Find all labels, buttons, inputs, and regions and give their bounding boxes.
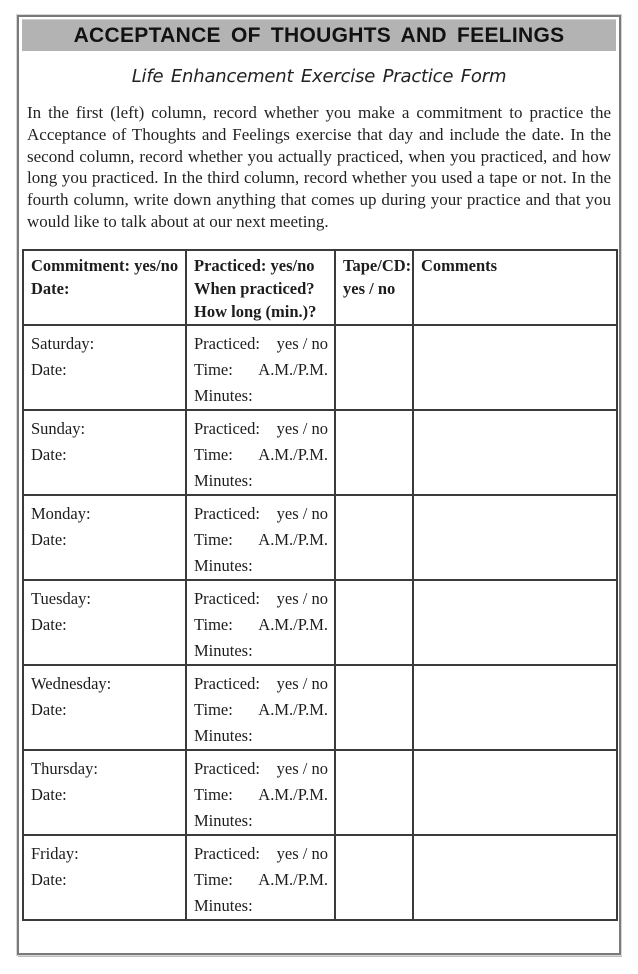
commitment-cell [23,580,186,665]
commitment-cell [23,325,186,410]
minutes-label: Minutes: [194,470,253,490]
comments-cell [413,325,617,410]
date-label: Date: [31,869,67,889]
form-frame [17,15,621,955]
date-label: Date: [31,614,67,634]
header-commitment [23,250,186,325]
tape-cell [335,665,413,750]
commitment-cell [23,750,186,835]
day-label: Tuesday: [31,588,91,608]
commitment-cell [23,410,186,495]
practiced-label: Practiced: [194,758,260,778]
practiced-label: Practiced: [194,843,260,863]
time-options: A.M./P.M. [258,869,328,889]
time-label: Time: [194,359,233,379]
tape-cell [335,495,413,580]
page-title: ACCEPTANCE OF THOUGHTS AND FEELINGS [73,23,565,47]
comments-cell [413,410,617,495]
table-header-row [23,250,617,325]
tape-cell [335,750,413,835]
time-label: Time: [194,699,233,719]
practiced-cell [186,580,335,665]
tape-cell [335,580,413,665]
time-options: A.M./P.M. [258,699,328,719]
practiced-options: yes / no [276,758,328,778]
minutes-label: Minutes: [194,810,253,830]
time-label: Time: [194,784,233,804]
minutes-label: Minutes: [194,555,253,575]
practiced-options: yes / no [276,843,328,863]
time-label: Time: [194,529,233,549]
comments-cell [413,665,617,750]
date-label: Date: [31,699,67,719]
comments-cell [413,495,617,580]
day-label: Monday: [31,503,91,523]
table-row-sunday [23,410,617,495]
commitment-cell [23,835,186,920]
practiced-options: yes / no [276,333,328,353]
practiced-options: yes / no [276,588,328,608]
minutes-label: Minutes: [194,640,253,660]
comments-cell [413,580,617,665]
time-label: Time: [194,869,233,889]
day-label: Wednesday: [31,673,112,693]
tape-cell [335,410,413,495]
tape-cell [335,835,413,920]
header-commitment-line1: Commitment: yes/no [31,255,179,275]
time-label: Time: [194,614,233,634]
practiced-options: yes / no [276,503,328,523]
practiced-cell [186,410,335,495]
time-options: A.M./P.M. [258,359,328,379]
day-label: Saturday: [31,333,95,353]
header-tape-line1: Tape/CD: [343,255,412,275]
header-comments-label: Comments [421,255,498,275]
practiced-cell [186,665,335,750]
time-options: A.M./P.M. [258,614,328,634]
practiced-label: Practiced: [194,673,260,693]
date-label: Date: [31,784,67,804]
date-label: Date: [31,359,67,379]
header-practiced [186,250,335,325]
title-banner [22,19,616,51]
date-label: Date: [31,529,67,549]
time-label: Time: [194,444,233,464]
practiced-cell [186,495,335,580]
header-practiced-line2: When practiced? [194,278,315,298]
header-tape [335,250,413,325]
table-row-friday [23,835,617,920]
practiced-label: Practiced: [194,588,260,608]
header-tape-line2: yes / no [343,278,396,298]
header-practiced-line3: How long (min.)? [194,301,317,321]
practiced-options: yes / no [276,418,328,438]
practice-table [22,249,618,921]
comments-cell [413,835,617,920]
day-label: Thursday: [31,758,98,778]
instructions-text: In the first (left) column, record whether you make a commitment to practice the Acceptance of Thoughts and Feelings exercise that day and include the date. In the second column, record whether you actually practiced, when you practiced, and how long you practiced. In the third column, record whether you used a tape or not. In the fourth column, write down anything that comes up during your practice and that you would like to talk about at our next meeting. [27,103,611,231]
tape-cell [335,325,413,410]
practiced-cell [186,835,335,920]
table-row-thursday [23,750,617,835]
minutes-label: Minutes: [194,725,253,745]
commitment-cell [23,495,186,580]
practiced-label: Practiced: [194,503,260,523]
practiced-cell [186,325,335,410]
time-options: A.M./P.M. [258,784,328,804]
practiced-options: yes / no [276,673,328,693]
table-row-monday [23,495,617,580]
time-options: A.M./P.M. [258,444,328,464]
table-row-wednesday [23,665,617,750]
table-row-tuesday [23,580,617,665]
minutes-label: Minutes: [194,895,253,915]
day-label: Sunday: [31,418,86,438]
date-label: Date: [31,444,67,464]
form-subtitle: Life Enhancement Exercise Practice Form [131,66,507,87]
header-comments [413,250,617,325]
comments-cell [413,750,617,835]
practiced-cell [186,750,335,835]
table-row-saturday [23,325,617,410]
time-options: A.M./P.M. [258,529,328,549]
practiced-label: Practiced: [194,333,260,353]
header-commitment-line2: Date: [31,278,70,298]
day-label: Friday: [31,843,79,863]
practiced-label: Practiced: [194,418,260,438]
commitment-cell [23,665,186,750]
minutes-label: Minutes: [194,385,253,405]
header-practiced-line1: Practiced: yes/no [194,255,315,275]
